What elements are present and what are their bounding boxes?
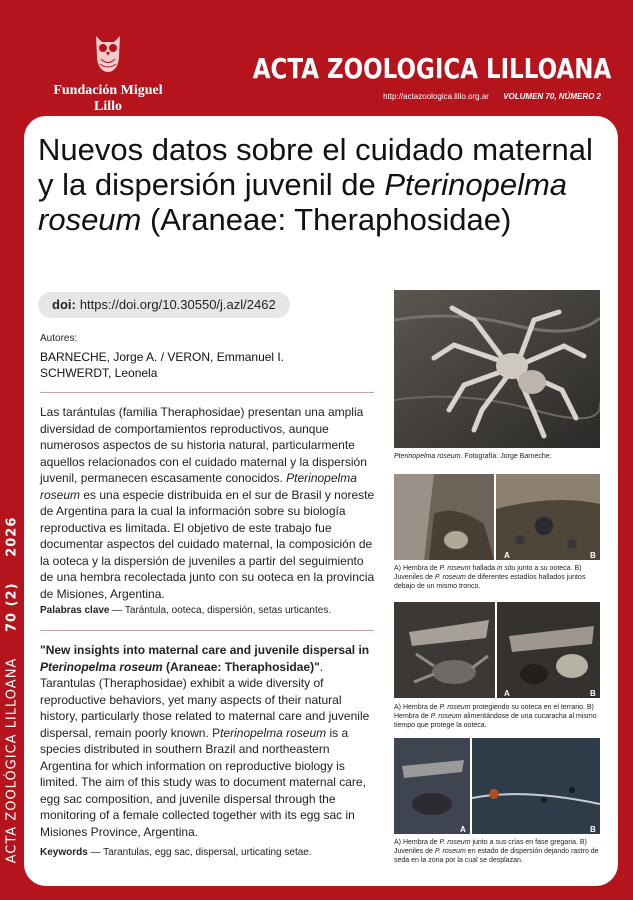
article-card — [24, 116, 618, 886]
keywords-en — [40, 847, 312, 858]
spine-year: 2026 — [4, 516, 20, 557]
authors — [40, 349, 340, 381]
keywords-en-text: — Tarantulas, egg sac, dispersal, urticating setae. — [87, 847, 312, 858]
caption-latin: in situ — [497, 565, 516, 572]
figure-caption-2 — [394, 564, 604, 591]
caption-text: de diferentes estadíos hallados juntos debajo de un mismo tronco. — [394, 574, 586, 590]
caption-species: P. roseum — [439, 704, 471, 711]
doi-link[interactable]: https://doi.org/10.30550/j.azl/2462 — [79, 297, 276, 312]
authors-label: Autores: — [40, 333, 78, 344]
caption-text: protegiendo su ooteca en el terrario. B) Hembra de — [394, 704, 594, 720]
title-species: Pterinopelma roseum — [38, 167, 568, 237]
abstract-en-species: terinopelma roseum — [220, 725, 327, 740]
authors-line-2: SCHWERDT, Leonela — [40, 366, 158, 380]
figure-tag-b: B — [590, 551, 596, 560]
figure-caption-3 — [394, 703, 604, 730]
caption-text: A) Hembra de — [394, 839, 440, 846]
title-part-1: Nuevos datos sobre el cuidado maternal y la dispersión juvenil de — [38, 132, 593, 202]
caption-text: A) Hembra de — [394, 565, 440, 572]
figure-tag-b: B — [590, 825, 596, 834]
tarantula-photo — [394, 290, 600, 448]
keywords-en-label: Keywords — [40, 847, 88, 858]
figure-tag-a: A — [504, 551, 510, 560]
caption-text: en estado de dispersión dejando rastro de seda en la zona por la cual se desplazan. — [394, 848, 599, 864]
volume-label: VOLUMEN 70, NÚMERO 2 — [503, 92, 601, 101]
abstract-es-species: Pterinopelma roseum — [40, 471, 357, 502]
authors-line-1: BARNECHE, Jorge A. / VERON, Emmanuel I. — [40, 350, 285, 364]
doi-pill[interactable] — [38, 292, 290, 318]
figure-caption-4 — [394, 838, 604, 865]
journal-url-line — [383, 92, 601, 101]
juveniles-photos — [394, 738, 600, 834]
caption-species: P. roseum — [434, 574, 466, 581]
caption-text: . Fotografía: Jorge Barneche. — [460, 453, 552, 460]
publisher-logo — [38, 26, 178, 127]
divider — [40, 392, 374, 393]
keywords-es-text: — Tarántula, ooteca, dispersión, setas urticantes. — [109, 605, 332, 616]
spine — [0, 0, 24, 900]
divider — [40, 630, 374, 631]
title-part-2: (Araneae: Theraphosidae) — [141, 202, 512, 237]
caption-text: alimentándose de una cucaracha al mismo tiempo que protege la ooteca. — [394, 713, 597, 729]
caption-text: A) Hembra de — [394, 704, 440, 711]
caption-species: Pterinopelma roseum — [394, 453, 461, 460]
caption-species: P. roseum — [430, 713, 462, 720]
figure-caption-1 — [394, 452, 604, 461]
header — [24, 0, 633, 116]
journal-title: ACTA ZOOLOGICA LILLOANA — [252, 52, 611, 85]
field-photos — [394, 474, 600, 560]
keywords-es — [40, 605, 331, 616]
terrarium-photos — [394, 602, 600, 698]
doi-label: doi: — [52, 297, 76, 312]
figure-tag-a: A — [504, 689, 510, 698]
en-title-part-1: "New insights into maternal care and juvenile dispersal in — [40, 643, 370, 657]
caption-text: junto a sus crías en fase gregaria. B) Juveniles de — [394, 839, 587, 855]
keywords-es-label: Palabras clave — [40, 605, 110, 616]
spine-issue: 70 (2) — [4, 582, 20, 633]
figure-tag-b: B — [590, 689, 596, 698]
article-title — [38, 132, 608, 237]
caption-species: P. roseum — [439, 839, 471, 846]
abstract-es-part-1: Las tarántulas (familia Theraphosidae) presentan una amplia diversidad de comportamientos reproductivos, aunque numerosos aspectos de su historia natural, particularmente aquellos relacionados con el cuidado maternal y la dispersión juvenil, permanecen escasamente conocidos. — [40, 405, 367, 485]
journal-url[interactable]: http://actazoologica.lillo.org.ar — [383, 92, 489, 101]
caption-species: P. roseum — [434, 848, 466, 855]
en-title-species: Pterinopelma roseum — [40, 659, 163, 674]
abstract-es — [40, 404, 380, 602]
spine-text — [5, 517, 20, 864]
spine-journal: ACTA ZOOLÓGICA LILLOANA — [4, 657, 20, 864]
abstract-es-part-2: es una especie distribuida en el sur de Brasil y noreste de Argentina para la cual la información sobre su biología reproductiva es limitada. El objetivo de este trabajo fue documentar aspectos del cuidado maternal, la composición de la ooteca y la dispersión de juveniles a partir del seguimiento de una hembra recolectada junto con su ooteca en la provincia de Misiones, Argentina. — [40, 487, 375, 601]
caption-species: P. roseum — [439, 565, 471, 572]
figure-tag-a: A — [460, 825, 466, 834]
publisher-name: Fundación Miguel Lillo — [53, 83, 163, 114]
caption-text: junto a su ooteca. B) Juveniles de — [394, 565, 582, 581]
abstract-en-part-2: is a species distributed in southern Brazil and northeastern Argentina for which information on reproductive biology is limited. The aim of this study was to document maternal care, egg sac composition, and juvenile dispersal through the monitoring of a female collected together with its egg sac in Misiones Province, Argentina. — [40, 725, 366, 839]
caption-text: hallada — [470, 565, 497, 572]
en-title-part-2: (Araneae: Theraphosidae)" — [162, 659, 320, 674]
owl-logo-icon — [88, 26, 128, 74]
abstract-en — [40, 642, 380, 840]
abstract-en-part-1: . Tarantulas (Theraphosidae) exhibit a wide diversity of reproductive behaviors, yet many aspects of their natural history, particularly those related to maternal care and juvenile dispersal, remain poorly known. P — [40, 659, 370, 740]
